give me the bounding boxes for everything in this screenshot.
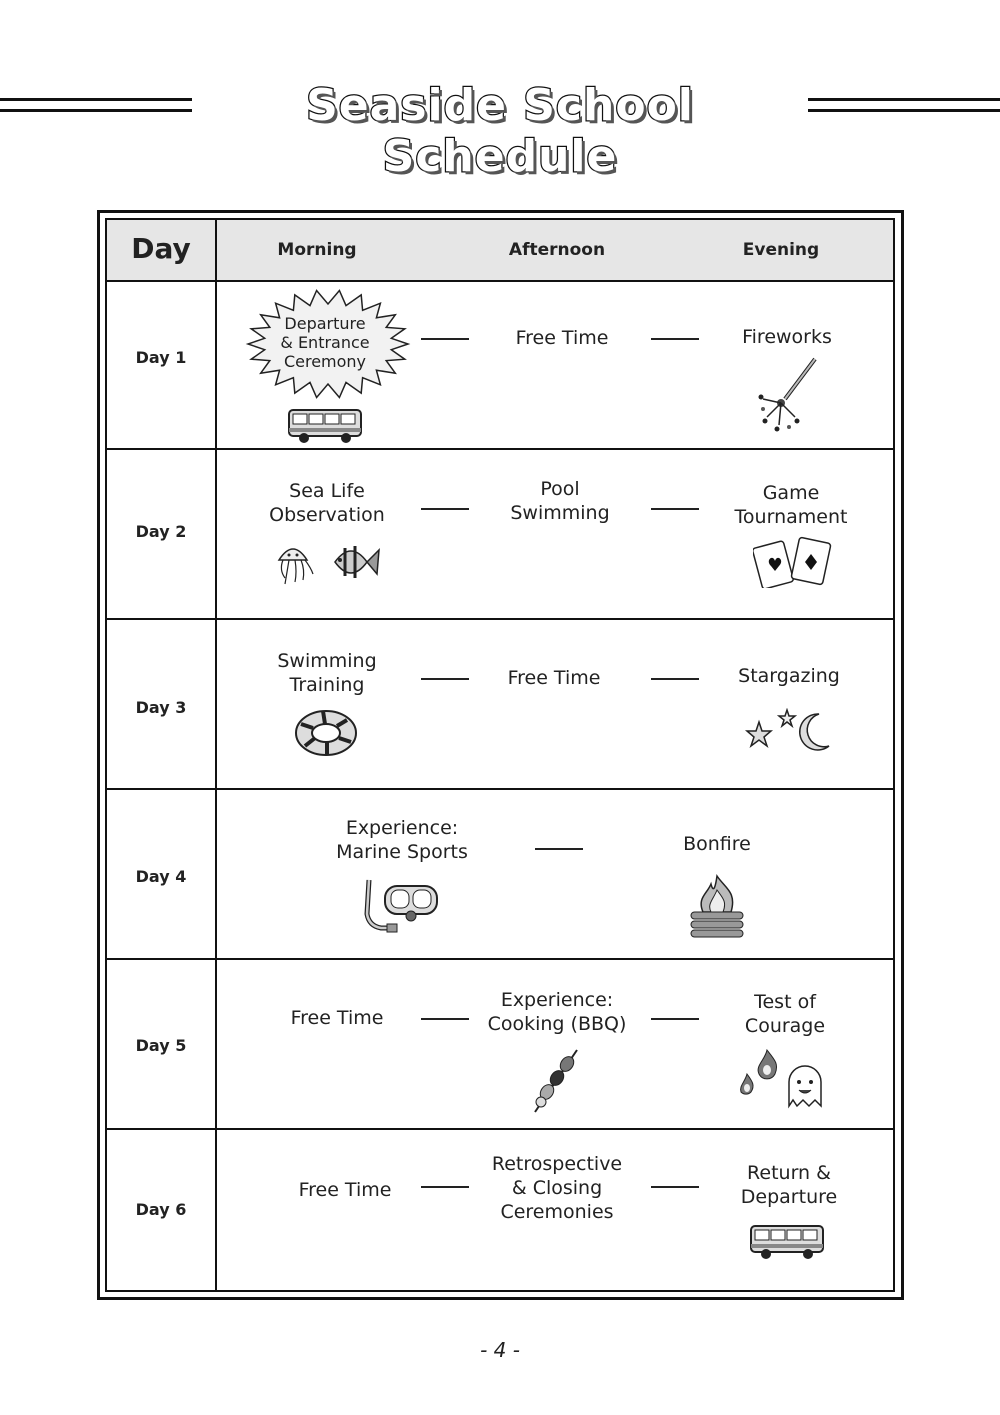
connector-line <box>651 508 699 510</box>
stars-and-moon-icon <box>743 708 833 758</box>
skewer-icon <box>527 1048 583 1114</box>
activity-morning: Free Time <box>298 1179 392 1201</box>
header-evening: Evening <box>742 240 820 260</box>
snorkel-mask-icon <box>361 874 441 936</box>
connector-line <box>421 678 469 680</box>
connector-line <box>651 1186 699 1188</box>
activity-afternoon: Experience: Cooking (BBQ) <box>487 989 627 1035</box>
day-label: Day 6 <box>135 1200 187 1219</box>
activity-afternoon: Retrospective & Closing Ceremonies <box>491 1153 623 1223</box>
connector-line <box>651 338 699 340</box>
connector-line <box>421 508 469 510</box>
campfire-icon <box>685 872 749 940</box>
activity-morning: Free Time <box>290 1007 384 1029</box>
activity-evening: Return & Departure <box>740 1162 838 1208</box>
day-column-divider <box>215 220 217 1290</box>
connector-line <box>421 1186 469 1188</box>
connector-line <box>421 338 469 340</box>
activity-evening: Stargazing <box>738 665 840 687</box>
connector-line <box>535 848 583 850</box>
activity-evening: Test of Courage <box>744 991 826 1037</box>
activity-morning: Swimming Training <box>277 650 377 696</box>
page-number: - 4 - <box>480 1338 520 1362</box>
activity-morning: Experience: Marine Sports <box>336 817 468 863</box>
connector-line <box>651 678 699 680</box>
table-row <box>107 620 893 790</box>
playing-cards-icon <box>753 536 835 588</box>
table-header <box>107 220 893 282</box>
day-label: Day 5 <box>135 1036 187 1055</box>
activity-evening: Game Tournament <box>734 482 848 528</box>
day-label: Day 3 <box>135 698 187 717</box>
activity-afternoon: Free Time <box>515 327 609 349</box>
activity-afternoon: Pool Swimming <box>510 478 610 524</box>
ghost-and-flames-icon <box>737 1048 833 1114</box>
title-banner <box>0 80 1000 182</box>
activity-morning: Sea Life Observation <box>269 480 385 526</box>
table-row <box>107 450 893 620</box>
table-row <box>107 790 893 960</box>
header-morning: Morning <box>277 240 357 260</box>
table-row <box>107 960 893 1130</box>
bus-icon <box>749 1224 827 1262</box>
title-decoration-left <box>0 98 192 114</box>
activity-afternoon: Free Time <box>507 667 601 689</box>
activity-morning: Departure & Entrance Ceremony <box>280 314 370 371</box>
header-day: Day <box>131 232 191 265</box>
day-label: Day 2 <box>135 522 187 541</box>
connector-line <box>651 1018 699 1020</box>
schedule-table <box>105 218 895 1292</box>
table-row <box>107 1130 893 1290</box>
table-row <box>107 280 893 450</box>
bus-icon <box>287 408 365 446</box>
activity-evening: Fireworks <box>742 326 832 348</box>
header-afternoon: Afternoon <box>508 240 606 260</box>
swim-ring-icon <box>293 706 359 760</box>
sparkler-icon <box>757 355 821 435</box>
connector-line <box>421 1018 469 1020</box>
day-label: Day 4 <box>135 867 187 886</box>
jellyfish-and-fish-icon <box>275 538 383 590</box>
page-title: Seaside School Schedule <box>306 80 694 182</box>
title-decoration-right <box>808 98 1000 114</box>
day-label: Day 1 <box>135 348 187 367</box>
activity-evening: Bonfire <box>683 833 751 855</box>
